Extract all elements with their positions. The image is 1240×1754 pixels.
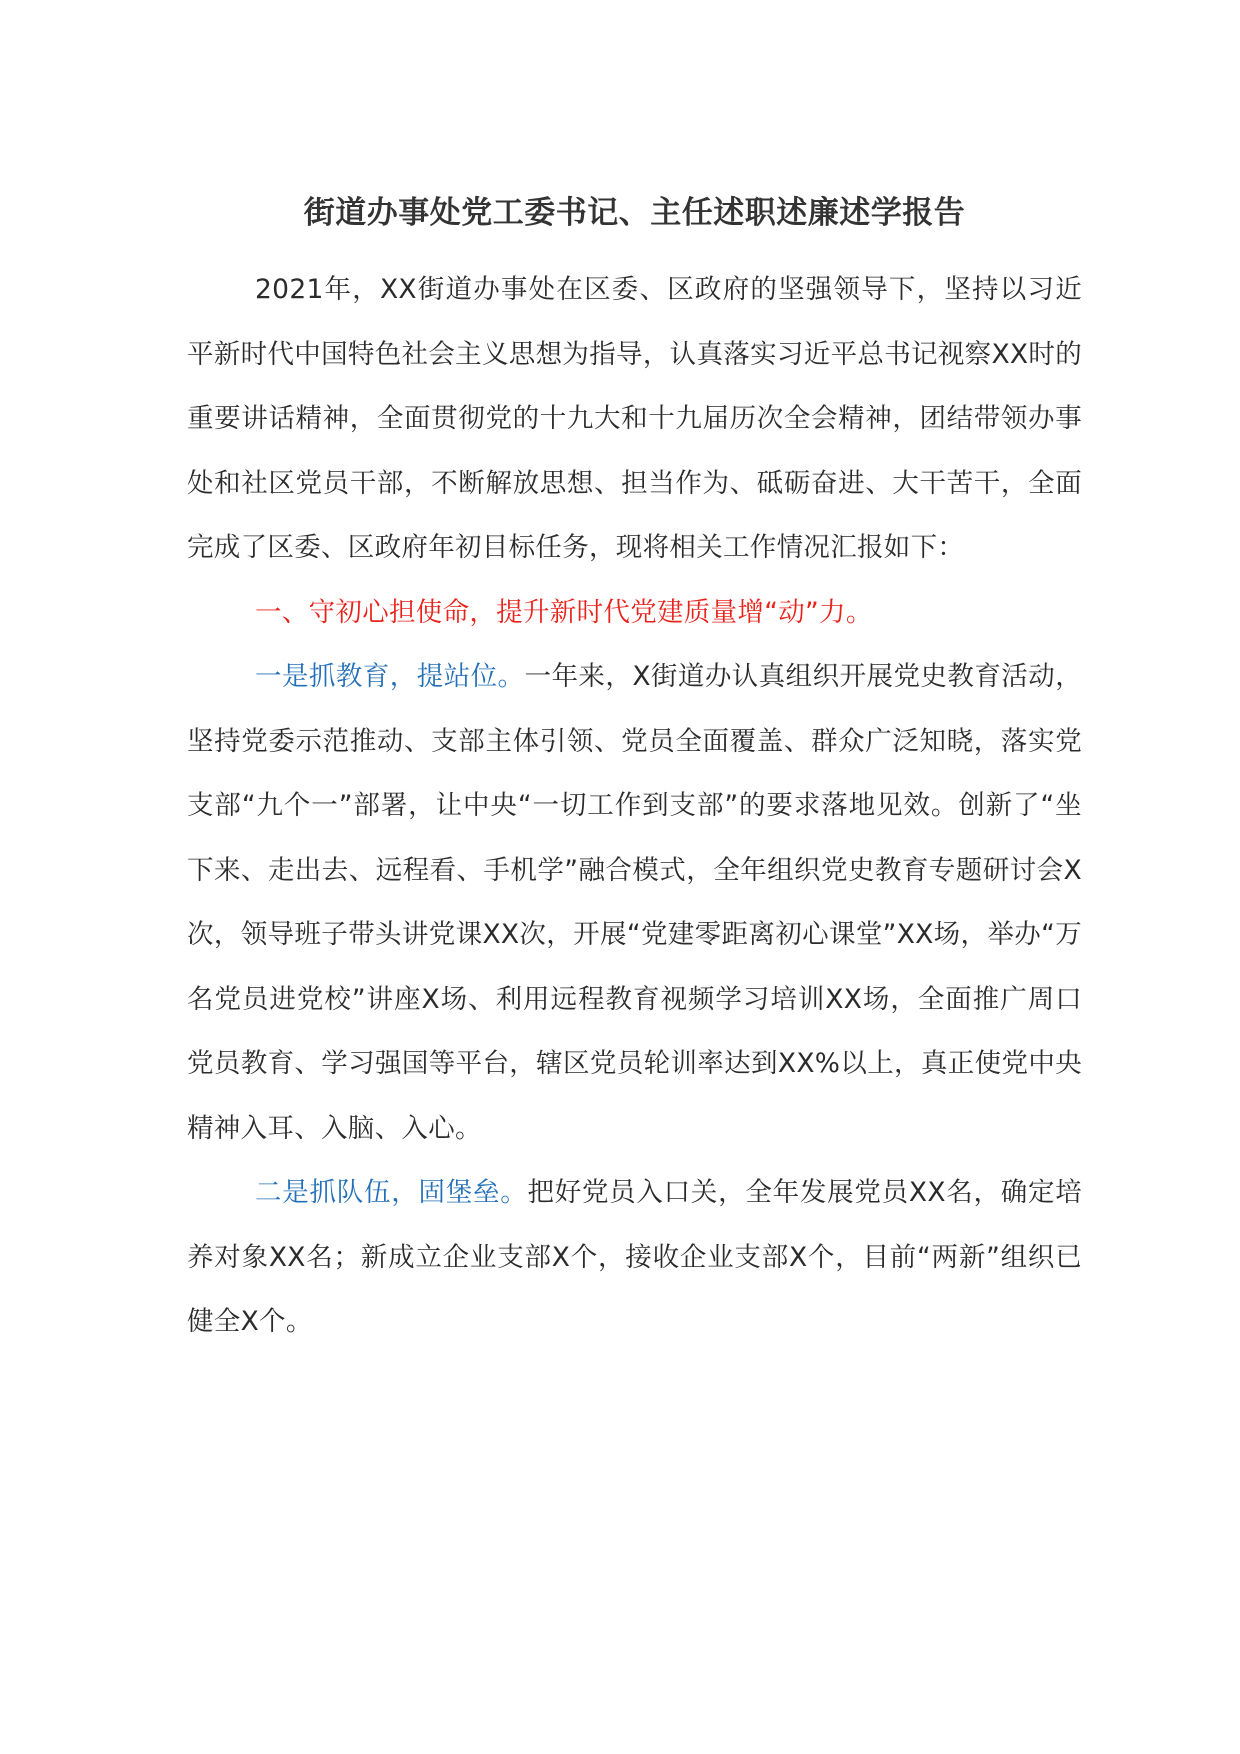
- item-lead-education: 一是抓教育，提站位。: [255, 661, 525, 692]
- item-lead-team: 二是抓队伍，固堡垒。: [255, 1177, 528, 1208]
- intro-paragraph: 2021年，XX街道办事处在区委、区政府的坚强领导下，坚持以习近平新时代中国特色社会主义思想为指导，认真落实习近平总书记视察XX时的重要讲话精神，全面贯彻党的十九大和十九届历次全会精神，团结带领办事处和社区党员干部，不断解放思想、担当作为、砥砺奋进、大干苦干，全面完成了区委、区政府年初目标任务，现将相关工作情况汇报如下：: [187, 274, 1082, 563]
- item-paragraph-education: [187, 645, 1082, 1161]
- document-title: 街道办事处党工委书记、主任述职述廉述学报告: [303, 195, 966, 231]
- section-heading: 一、守初心担使命，提升新时代党建质量增“动”力。: [255, 596, 873, 628]
- item-paragraph-team: [187, 1161, 1082, 1355]
- item-body-education: 一年来，X街道办认真组织开展党史教育活动，坚持党委示范推动、支部主体引领、党员全面覆盖、群众广泛知晓，落实党支部“九个一”部署，让中央“一切工作到支部”的要求落地见效。创新了“坐下来、走出去、远程看、手机学”融合模式，全年组织党史教育专题研讨会X次，领导班子带头讲党课XX次，开展“党建零距离初心课堂”XX场，举办“万名党员进党校”讲座X场、利用远程教育视频学习培训XX场，全面推广周口党员教育、学习强国等平台，辖区党员轮训率达到XX%以上，真正使党中央精神入耳、入脑、入心。: [187, 661, 1082, 1144]
- document-page: [187, 190, 1082, 1355]
- item-body-team: 把好党员入口关，全年发展党员XX名，确定培养对象XX名；新成立企业支部X个，接收企业支部X个，目前“两新”组织已健全X个。: [187, 1177, 1083, 1337]
